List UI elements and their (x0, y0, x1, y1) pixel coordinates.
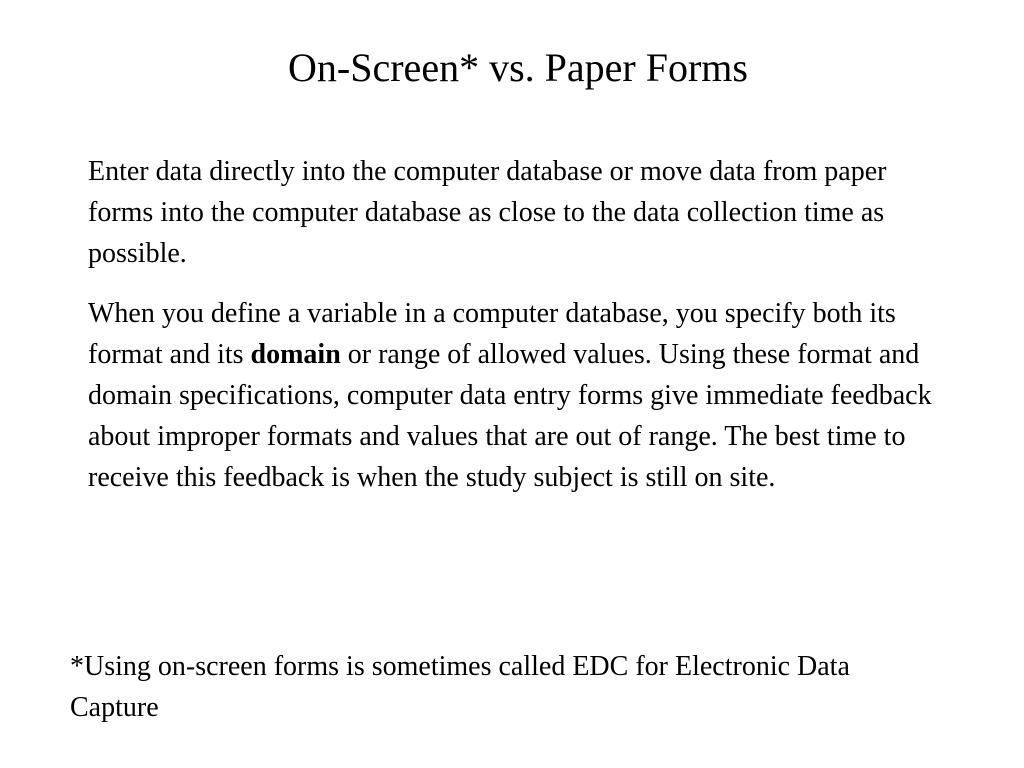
slide-title: On-Screen* vs. Paper Forms (288, 45, 748, 90)
footnote: *Using on-screen forms is sometimes called EDC for Electronic Data Capture (70, 651, 850, 723)
paragraph-text-start: When you define a variable in a computer database, you specify both its format and its (88, 298, 896, 370)
paragraph-text-end: or range of allowed values. Using these format and domain specifications, computer data entry forms give immediate feedback about improper formats and values that are out of range. The best time to receive this feedback is when the study subject is still on site. (88, 339, 932, 493)
slide-body (88, 151, 948, 498)
paragraph-format-and-domain (88, 293, 948, 498)
paragraph-data-entry-timing: Enter data directly into the computer database or move data from paper forms into the computer database as close to the data collection time as possible. (88, 156, 887, 269)
domain-keyword: domain (250, 339, 341, 370)
